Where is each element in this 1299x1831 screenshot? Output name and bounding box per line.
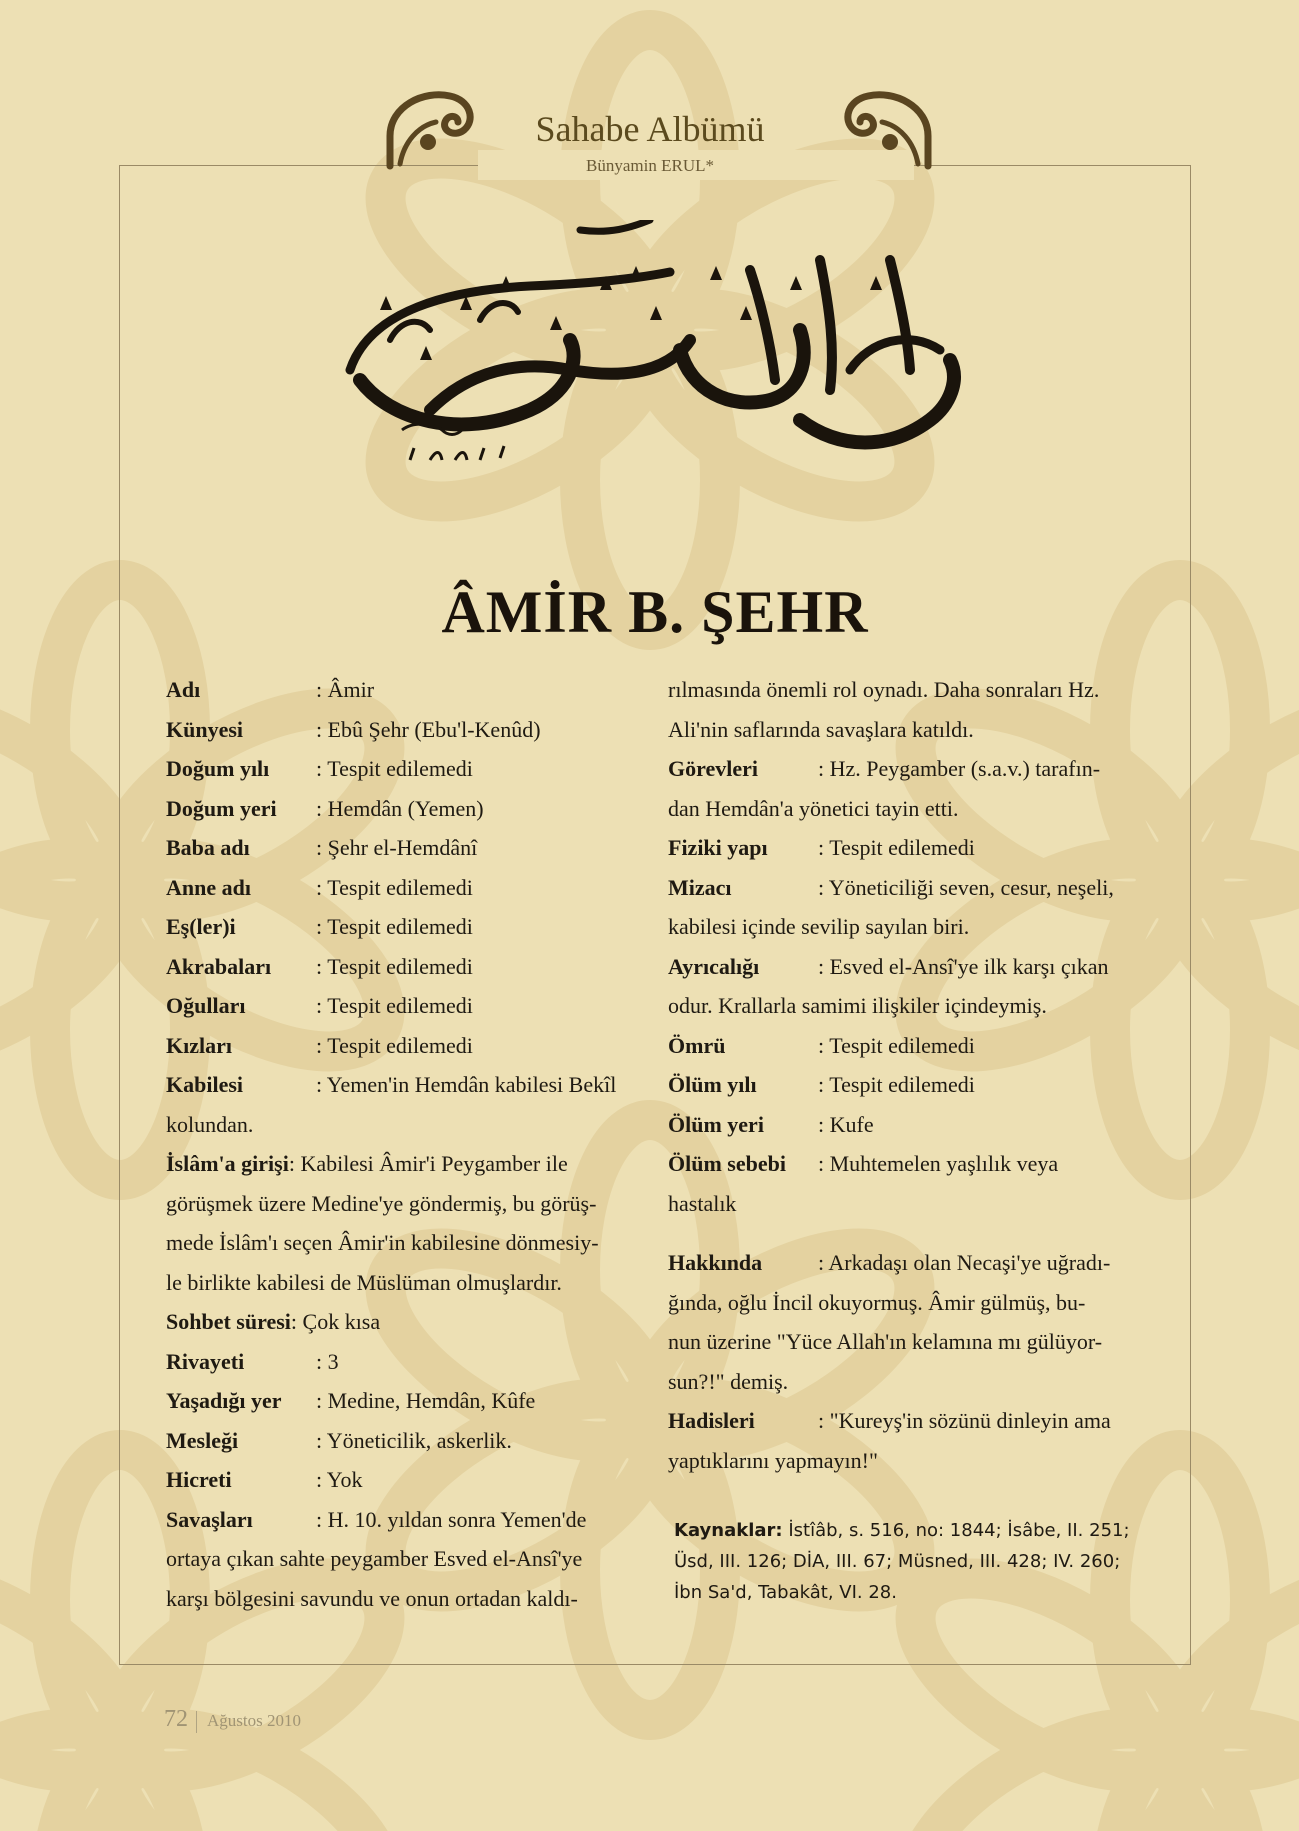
field-label: Ölüm yılı (668, 1072, 757, 1097)
field-value: : Arkadaşı olan Necaşi'ye uğradı- (818, 1250, 1111, 1275)
field-label: Hicreti (166, 1467, 232, 1492)
field-row (166, 986, 636, 1026)
field-label: Mesleği (166, 1427, 239, 1453)
field-label: Mizacı (668, 874, 732, 900)
field-label: Doğum yılı (166, 756, 270, 781)
field-value: : Tespit edilemedi (316, 993, 473, 1018)
field-row (166, 1302, 636, 1342)
field-label: Görevleri (668, 756, 758, 781)
field-value: : Yemen'in Hemdân kabilesi Bekîl (316, 1072, 617, 1097)
field-continuation: kolundan. (166, 1111, 254, 1137)
field-value: : Hz. Peygamber (s.a.v.) tarafın- (818, 756, 1101, 781)
sources-line: Üsd, III. 126; DİA, III. 67; Müsned, III. 428; IV. 260; (674, 1551, 1121, 1572)
field-value: : Tespit edilemedi (818, 1072, 975, 1097)
field-continuation: dan Hemdân'a yönetici tayin etti. (668, 795, 959, 821)
field-row (166, 749, 636, 789)
field-label: Eş(ler)i (166, 914, 236, 939)
field-label: Anne adı (166, 874, 251, 900)
right-column (668, 670, 1148, 1480)
field-label: Rivayeti (166, 1348, 245, 1374)
field-continuation: hastalık (668, 1190, 737, 1216)
left-column (166, 670, 636, 1618)
field-value: : Yöneticiliği seven, cesur, neşeli, (818, 874, 1114, 900)
field-label: Baba adı (166, 835, 250, 860)
field-value: : Âmir (316, 677, 375, 702)
field-value: : Ebû Şehr (Ebu'l-Kenûd) (316, 716, 541, 742)
field-continuation: le birlikte kabilesi de Müslüman olmuşlardır. (166, 1269, 562, 1295)
field-value: : Kabilesi Âmir'i Peygamber ile (288, 1151, 568, 1176)
field-value: : Esved el-Ansî'ye ilk karşı çıkan (818, 953, 1109, 979)
field-row (668, 1243, 1148, 1283)
page-number: 72 (164, 1706, 188, 1732)
field-label: Savaşları (166, 1506, 253, 1532)
field-continuation: Ali'nin saflarında savaşlara katıldı. (668, 716, 974, 742)
field-value: : Çok kısa (290, 1309, 381, 1334)
field-value: : Hemdân (Yemen) (316, 795, 484, 821)
field-continuation: yaptıklarını yapmayın!" (668, 1447, 878, 1473)
field-row (668, 828, 1148, 868)
field-continuation: sun?!" demiş. (668, 1368, 789, 1394)
field-row (166, 670, 636, 710)
field-value: : Tespit edilemedi (818, 1032, 975, 1058)
field-value: : Tespit edilemedi (316, 756, 473, 781)
field-row (668, 1026, 1148, 1066)
field-row (668, 1401, 1148, 1441)
field-label: Ömrü (668, 1032, 726, 1058)
field-value: : Tespit edilemedi (316, 914, 473, 939)
field-row (166, 1144, 636, 1184)
field-value: : Tespit edilemedi (316, 1032, 473, 1058)
album-title: Sahabe Albümü (535, 109, 765, 149)
sources-label: Kaynaklar: (674, 1520, 783, 1541)
arabic-calligraphy-image (330, 220, 970, 510)
sources-line: İbn Sa'd, Tabakât, VI. 28. (674, 1582, 897, 1603)
scroll-ornament-icon (838, 86, 934, 170)
field-continuation: ğında, oğlu İncil okuyormuş. Âmir gülmüş, bu- (668, 1289, 1086, 1315)
field-row (668, 1105, 1148, 1145)
field-value: : Yok (316, 1467, 363, 1492)
field-continuation: mede İslâm'ı seçen Âmir'in kabilesine dönmesiy- (166, 1230, 599, 1255)
field-row (166, 907, 636, 947)
field-label: Adı (166, 677, 201, 702)
field-label: Hakkında (668, 1250, 763, 1275)
field-continuation: görüşmek üzere Medine'ye göndermiş, bu görüş- (166, 1190, 597, 1216)
field-row (668, 1065, 1148, 1105)
article-title: ÂMİR B. ŞEHR (441, 579, 869, 645)
field-label: Oğulları (166, 993, 246, 1018)
field-row (668, 749, 1148, 789)
field-label: Kızları (166, 1032, 232, 1058)
field-row (668, 947, 1148, 987)
field-label: Ölüm yeri (668, 1111, 764, 1137)
field-row (166, 1342, 636, 1382)
field-row (166, 1381, 636, 1421)
field-continuation: rılmasında önemli rol oynadı. Daha sonraları Hz. (668, 677, 1100, 702)
field-continuation: karşı bölgesini savundu ve onun ortadan kaldı- (166, 1585, 578, 1611)
field-row (166, 710, 636, 750)
field-continuation: odur. Krallarla samimi ilişkiler içindeymiş. (668, 993, 1047, 1018)
field-value: : H. 10. yıldan sonra Yemen'de (316, 1506, 587, 1532)
field-value: : Tespit edilemedi (316, 874, 473, 900)
field-label: Künyesi (166, 716, 244, 742)
field-value: : Muhtemelen yaşlılık veya (818, 1151, 1059, 1176)
field-continuation: kabilesi içinde sevilip sayılan biri. (668, 914, 970, 939)
field-label: Kabilesi (166, 1072, 244, 1097)
sources-line: İstîâb, s. 516, no: 1844; İsâbe, II. 251; (782, 1520, 1130, 1541)
page-footer (164, 1706, 301, 1733)
field-row (166, 868, 636, 908)
scroll-ornament-icon (384, 86, 480, 170)
field-label: Ayrıcalığı (668, 953, 760, 979)
field-value: : 3 (316, 1348, 339, 1374)
field-row (166, 828, 636, 868)
field-label: Sohbet süresi (166, 1309, 291, 1334)
field-value: : Kufe (818, 1111, 874, 1137)
field-row (668, 1144, 1148, 1184)
field-value: : Tespit edilemedi (818, 835, 975, 860)
field-label: Hadisleri (668, 1408, 755, 1433)
field-value: : Şehr el-Hemdânî (316, 835, 478, 860)
field-row (668, 868, 1148, 908)
field-row (166, 1460, 636, 1500)
field-row (166, 789, 636, 829)
field-continuation: nun üzerine "Yüce Allah'ın kelamına mı gülüyor- (668, 1329, 1103, 1354)
author-name: Bünyamin ERUL* (586, 156, 714, 175)
field-label: Akrabaları (166, 953, 272, 979)
field-value: : Medine, Hemdân, Kûfe (316, 1388, 536, 1413)
field-row (166, 1421, 636, 1461)
field-label: Ölüm sebebi (668, 1151, 786, 1176)
sources (674, 1515, 1144, 1608)
field-label: İslâm'a girişi (166, 1151, 289, 1176)
field-label: Yaşadığı yer (166, 1388, 282, 1413)
field-value: : Yöneticilik, askerlik. (316, 1427, 512, 1453)
field-row (166, 1065, 636, 1105)
field-row (166, 1500, 636, 1540)
issue-date: Ağustos 2010 (207, 1711, 301, 1730)
field-label: Fiziki yapı (668, 835, 768, 860)
field-value: : Tespit edilemedi (316, 953, 473, 979)
field-label: Doğum yeri (166, 795, 277, 821)
footer-divider (196, 1711, 197, 1733)
field-row (166, 1026, 636, 1066)
field-continuation: ortaya çıkan sahte peygamber Esved el-Ansî'ye (166, 1546, 583, 1571)
field-value: : "Kureyş'in sözünü dinleyin ama (818, 1408, 1111, 1433)
field-row (166, 947, 636, 987)
